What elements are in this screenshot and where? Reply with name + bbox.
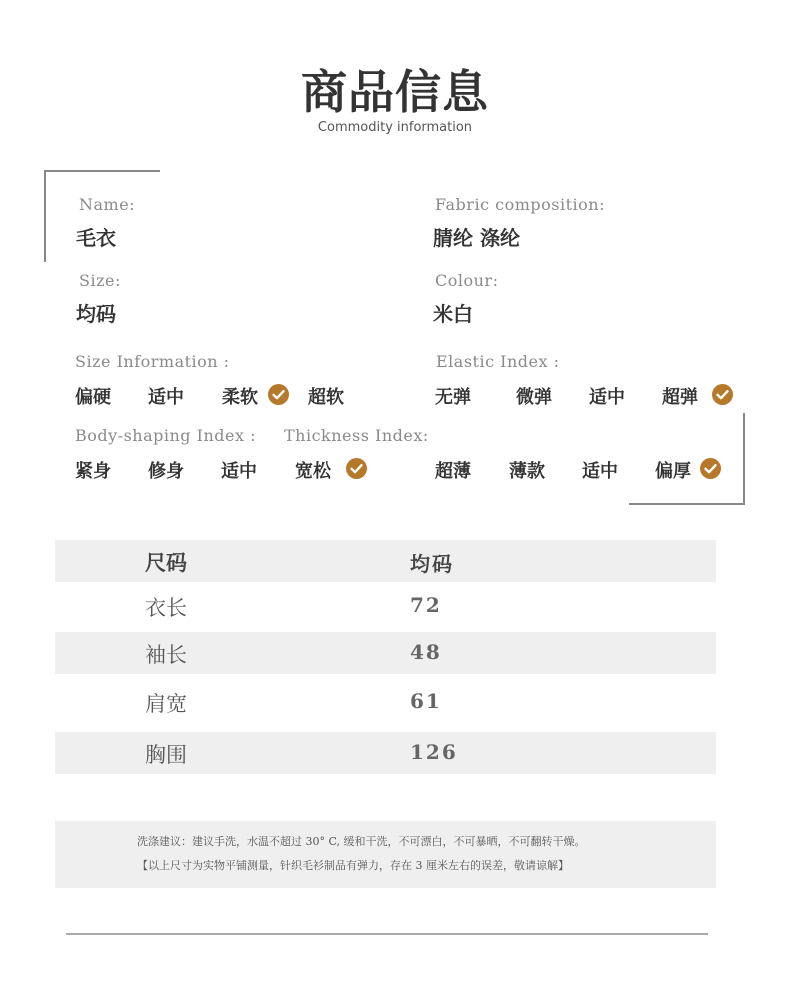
bottom-divider [66,933,708,935]
corner-frame-bottom-right [629,503,745,505]
body-option-1: 紧身 [75,461,111,482]
size-information-label: Size Information : [75,352,230,371]
body-option-3: 适中 [221,461,257,482]
elastic-option-4: 超弹 [662,387,698,408]
body-shaping-label: Body-shaping Index : [75,426,256,445]
elastic-index-label: Elastic Index : [436,352,560,371]
care-notes-box [55,821,716,888]
table-row-label: 肩宽 [145,692,187,716]
size-option-4: 超软 [308,387,344,408]
name-label: Name: [79,195,136,214]
table-row-value: 61 [410,689,442,713]
size-value: 均码 [76,302,116,326]
fabric-value: 腈纶 涤纶 [433,226,520,250]
measure-note: 【以上尺寸为实物平铺测量，针织毛衫制品有弹力，存在 3 厘米左右的误差，敬请谅解】 [137,859,569,872]
size-option-2: 适中 [148,387,184,408]
table-row-value: 48 [410,640,442,664]
table-row [55,732,716,774]
page-title: 商品信息 [301,65,489,119]
size-option-3: 柔软 [222,387,258,408]
colour-label: Colour: [435,271,499,290]
elastic-selected-check-icon [712,384,733,405]
table-row-label: 衣长 [145,596,187,620]
size-table-header [55,540,716,582]
body-selected-check-icon [346,458,367,479]
body-option-4: 宽松 [295,461,331,482]
thickness-selected-check-icon [700,458,721,479]
body-option-2: 修身 [148,461,184,482]
thickness-option-4: 偏厚 [655,461,691,482]
corner-frame-top-left [44,170,160,172]
table-header-value: 均码 [410,552,454,576]
elastic-option-3: 适中 [589,387,625,408]
fabric-label: Fabric composition: [435,195,605,214]
corner-frame-top-left-vertical [44,170,46,262]
size-selected-check-icon [268,384,289,405]
table-row-label: 胸围 [145,743,187,767]
elastic-option-2: 微弹 [516,387,552,408]
corner-frame-bottom-right-vertical [743,413,745,505]
elastic-option-1: 无弹 [435,387,471,408]
size-label: Size: [79,271,121,290]
table-row [55,632,716,674]
page-subtitle: Commodity information [317,120,473,135]
table-row [55,681,716,723]
table-header-size: 尺码 [145,550,187,575]
name-value: 毛衣 [76,226,116,250]
thickness-option-1: 超薄 [435,461,471,482]
colour-value: 米白 [433,302,473,326]
size-option-1: 偏硬 [75,387,111,408]
table-row-value: 126 [410,740,458,764]
thickness-index-label: Thickness Index: [284,426,429,445]
table-row-label: 袖长 [145,643,187,667]
thickness-option-2: 薄款 [509,461,545,482]
table-row-value: 72 [410,593,442,617]
table-row [55,585,716,627]
wash-note: 洗涤建议：建议手洗，水温不超过 30° C, 缓和干洗，不可漂白，不可暴晒，不可翻转干燥。 [137,835,586,848]
thickness-option-3: 适中 [582,461,618,482]
